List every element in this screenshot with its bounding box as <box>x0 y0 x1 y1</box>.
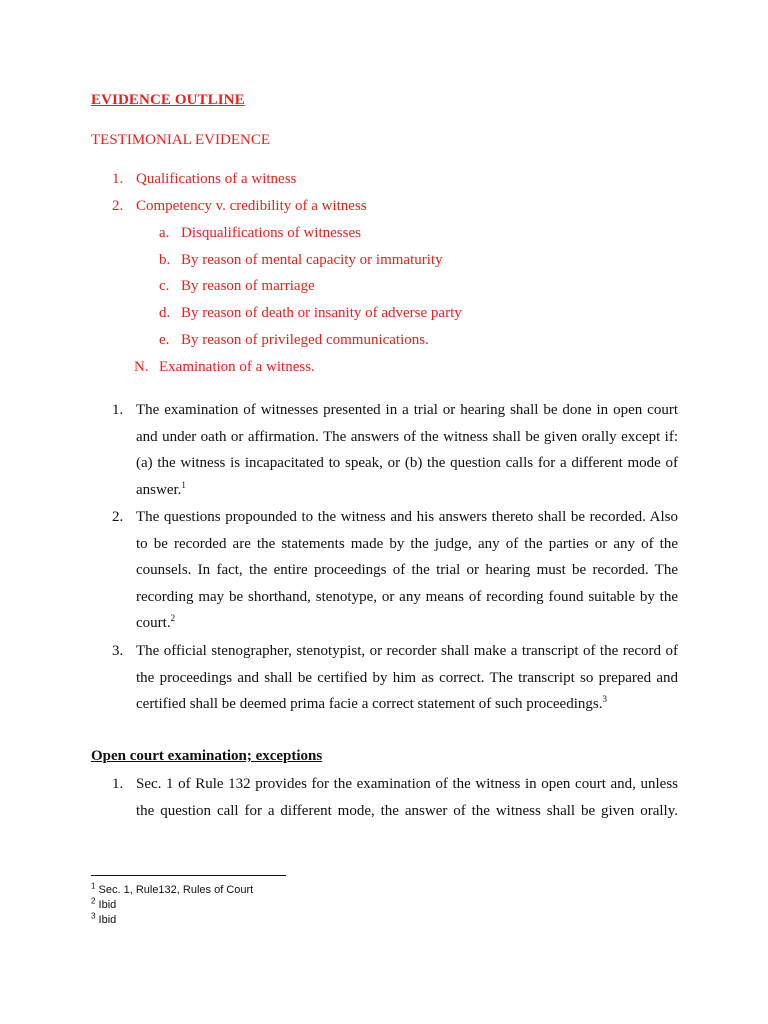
document-subtitle: TESTIMONIAL EVIDENCE <box>91 132 270 148</box>
footnote <box>91 913 253 928</box>
section-heading: Open court examination; exceptions <box>91 748 323 764</box>
sub-outline-number: b. <box>159 252 171 268</box>
paragraph-text: Sec. 1 of Rule 132 provides for the examination of the witness in open court and, unless the question call for a different mode, the answer of the witness shall be given orally. <box>136 776 678 819</box>
footnote-ref: 3 <box>602 694 607 705</box>
n-item-text: Examination of a witness. <box>159 359 315 375</box>
sub-outline-text: By reason of marriage <box>181 278 315 294</box>
footnote-mark: 1 <box>91 881 96 891</box>
footnote-text: Ibid <box>98 914 117 926</box>
paragraph-number: 2. <box>112 509 124 525</box>
sub-outline-number: d. <box>159 305 171 321</box>
footnote-ref: 1 <box>181 479 186 490</box>
footnote-mark: 2 <box>91 896 96 906</box>
paragraph <box>136 504 678 637</box>
sub-outline-number: a. <box>159 225 170 241</box>
paragraph-text: The official stenographer, stenotypist, or recorder shall make a transcript of the record of the proceedings and shall be certified by him as correct. The transcript so prepared and certified shall be deemed prima facie a correct statement of such proceedings. <box>136 643 678 713</box>
sub-outline-text: By reason of privileged communications. <box>181 332 429 348</box>
footnote <box>91 898 253 913</box>
document-title: EVIDENCE OUTLINE <box>91 92 245 108</box>
sub-outline-text: Disqualifications of witnesses <box>181 225 361 241</box>
outline-item <box>112 198 123 215</box>
footnote-separator <box>91 875 286 876</box>
sub-outline-number: e. <box>159 332 170 348</box>
paragraph-text: The questions propounded to the witness and his answers thereto shall be recorded. Also to be recorded are the statements made by the judge, any of the parties or any of the counsels. In fact, the entire proceedings of the trial or hearing must be recorded. The recording may be shorthand, stenotype, or any means of recording found suitable by the court. <box>136 509 678 632</box>
outline-item-text: Competency v. credibility of a witness <box>136 198 367 214</box>
paragraph <box>136 638 678 718</box>
outline-number: 1. <box>112 171 124 187</box>
sub-outline-number: c. <box>159 278 170 294</box>
outline-number: 2. <box>112 198 124 214</box>
paragraph-text: The examination of witnesses presented in a trial or hearing shall be done in open court and under oath or affirmation. The answers of the witness shall be given orally except if: (a) the witness is incapacitated to speak, or (b) the question calls for a different mode of answer. <box>136 402 678 498</box>
footnote-text: Ibid <box>98 899 117 911</box>
sub-outline-text: By reason of death or insanity of adverse party <box>181 305 462 321</box>
footnote-ref: 2 <box>170 613 176 624</box>
footnote-mark: 3 <box>91 911 96 921</box>
n-item-number: N. <box>134 359 149 375</box>
footnotes <box>91 883 253 928</box>
paragraph-number: 1. <box>112 776 124 792</box>
footnote <box>91 883 253 898</box>
sub-outline-text: By reason of mental capacity or immaturity <box>181 252 443 268</box>
paragraph-number: 3. <box>112 643 124 659</box>
outline-item <box>112 171 123 188</box>
paragraph <box>136 771 678 824</box>
paragraph-number: 1. <box>112 402 124 418</box>
paragraph <box>136 397 678 503</box>
outline-item-text: Qualifications of a witness <box>136 171 297 187</box>
footnote-text: Sec. 1, Rule132, Rules of Court <box>98 884 254 896</box>
